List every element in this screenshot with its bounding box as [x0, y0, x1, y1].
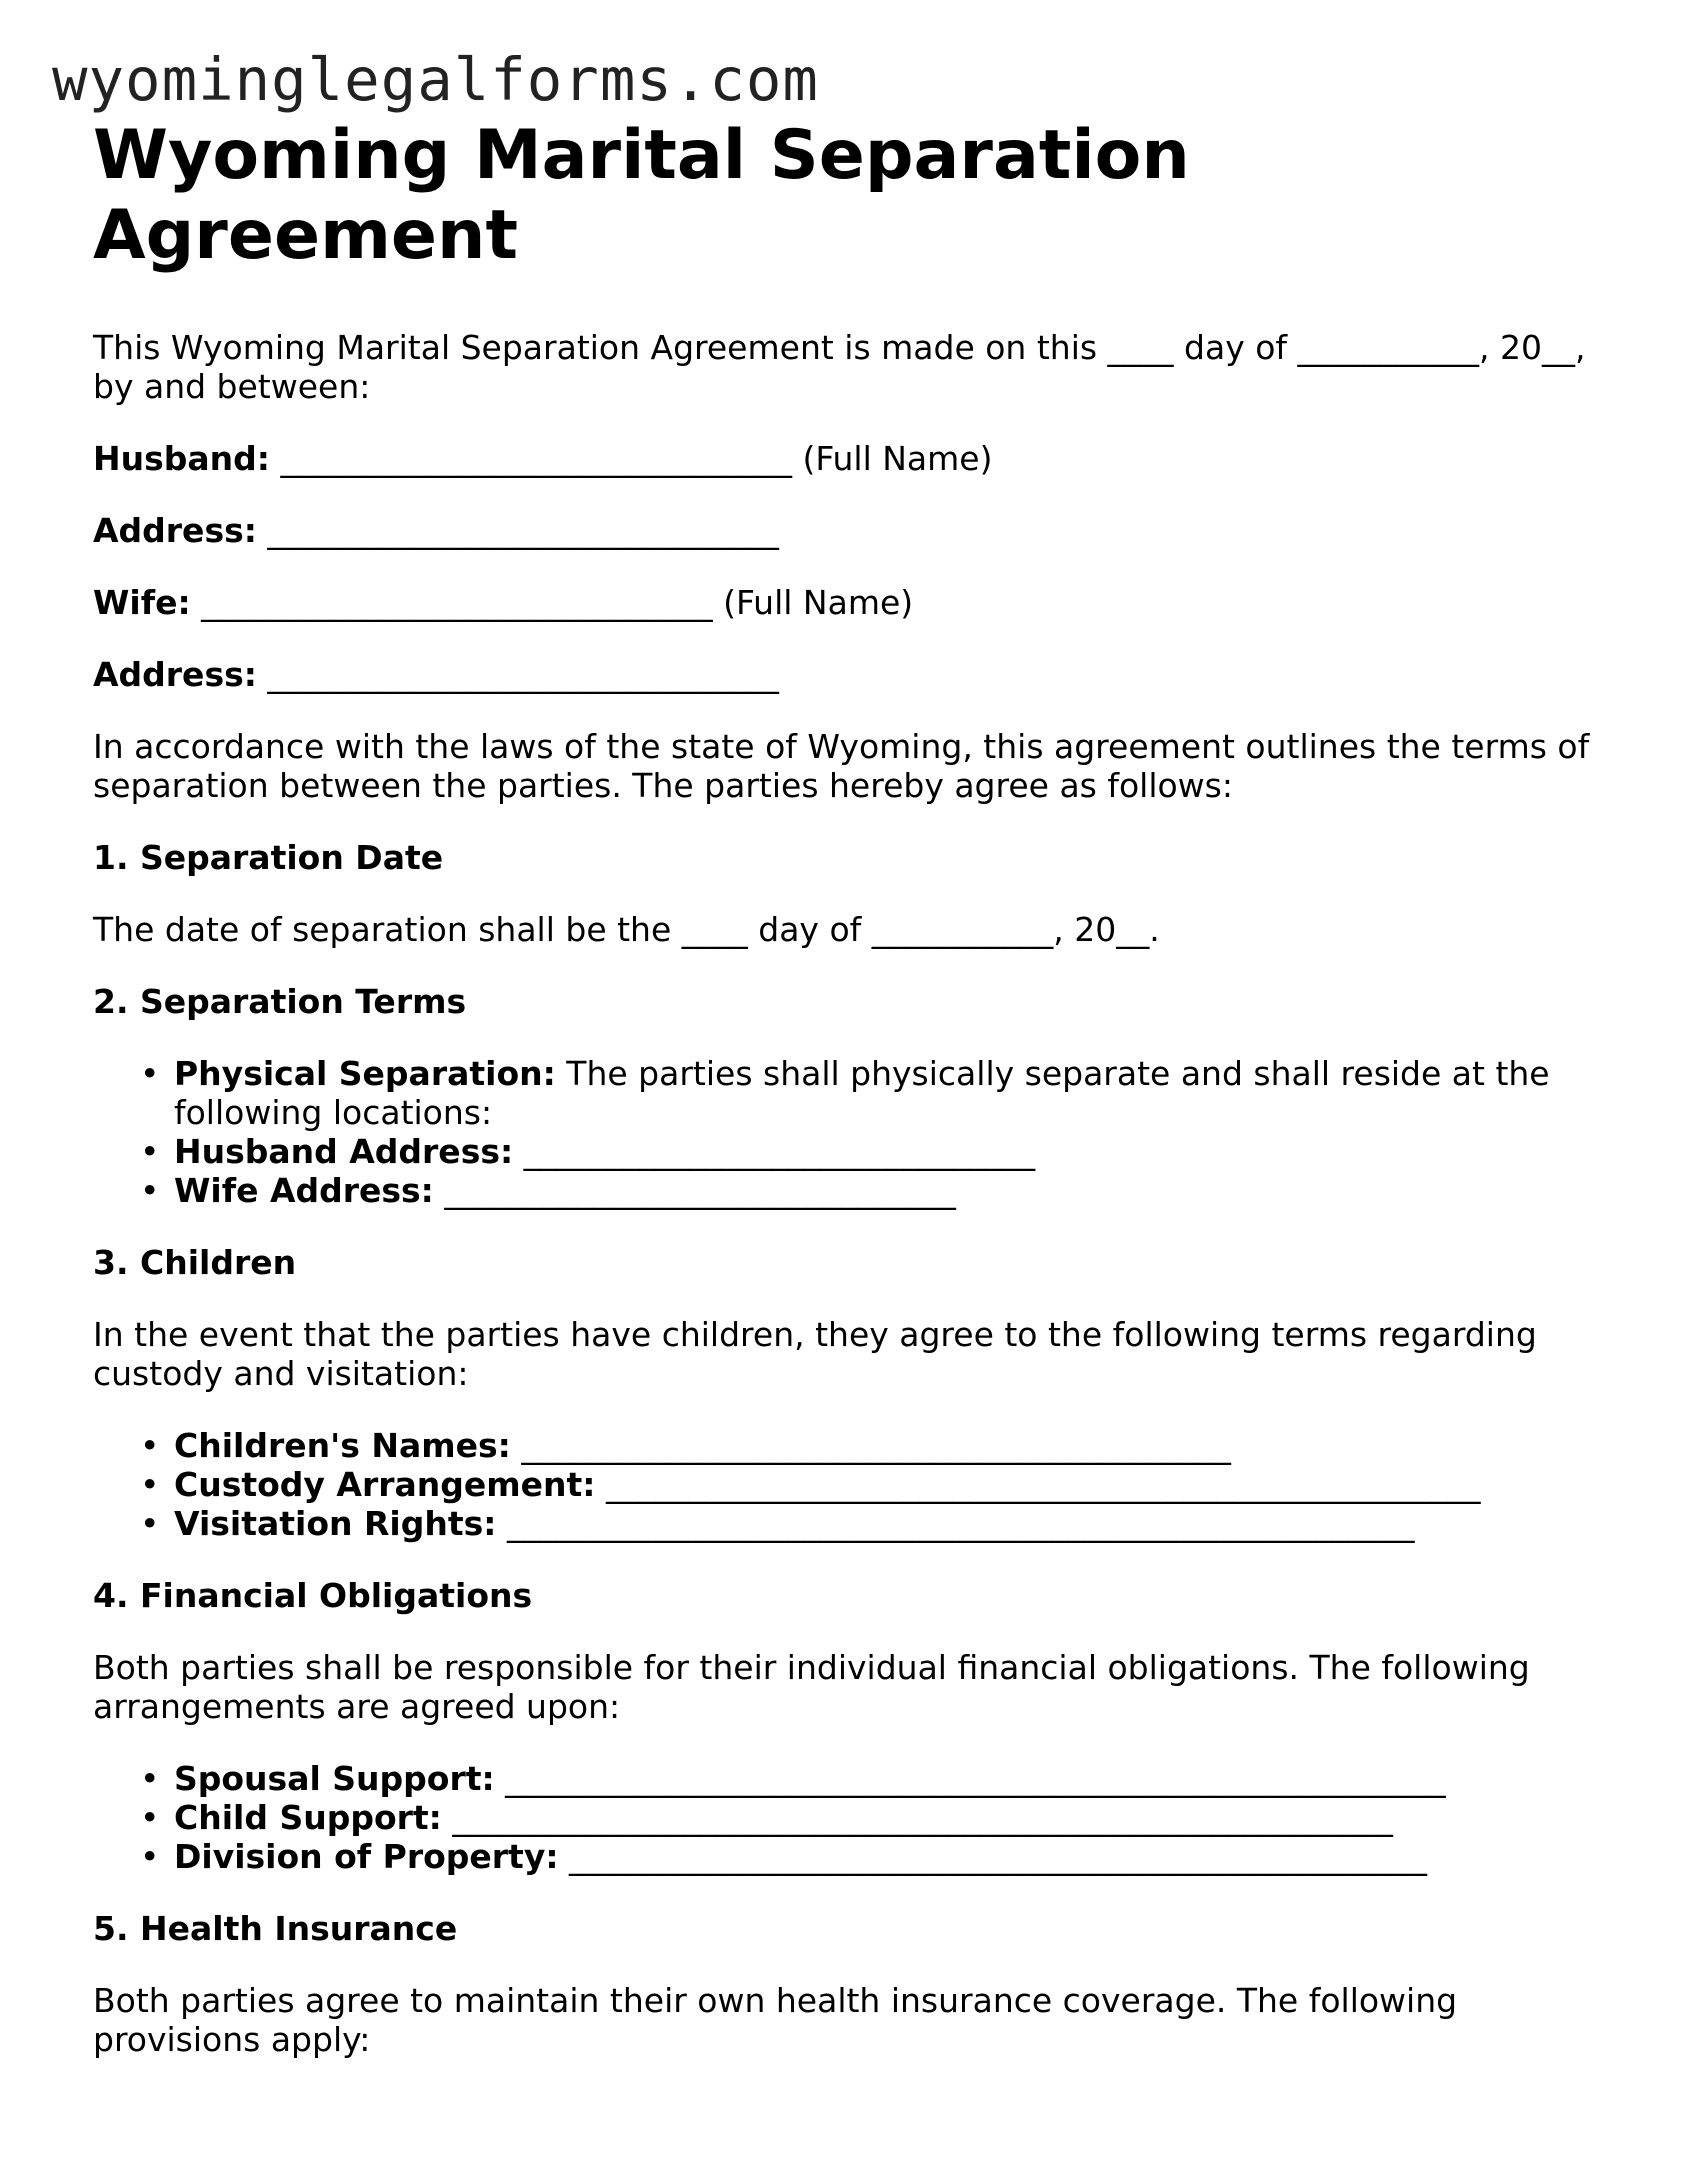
field-label: Wife: [93, 583, 191, 622]
document-page [93, 116, 1593, 2059]
section-heading-children: 3. Children [93, 1243, 297, 1282]
husband-address-field [93, 511, 1593, 550]
wife-address-field [93, 655, 1593, 694]
separation-date-text: The date of separation shall be the ____ day of ___________, 20__. [93, 910, 1160, 949]
wife-name-field [93, 583, 1593, 622]
list-item [174, 1054, 1593, 1132]
financial-obligations-text: Both parties shall be responsible for their individual financial obligations. The following arrangements are agreed upon: [93, 1648, 1530, 1726]
list-item [174, 1132, 1593, 1171]
item-label: Spousal Support: [174, 1759, 495, 1798]
intro-paragraph: This Wyoming Marital Separation Agreement is made on this ____ day of ___________, 20__, by and between: [93, 328, 1586, 406]
field-blank: _______________________________ (Full Name) [190, 583, 914, 622]
health-insurance-text: Both parties agree to maintain their own health insurance coverage. The following provisions apply: [93, 1981, 1458, 2059]
item-label: Physical Separation: [174, 1054, 556, 1093]
item-label: Child Support: [174, 1798, 442, 1837]
children-list [93, 1426, 1593, 1543]
item-value: _________________________________________________________ [441, 1798, 1393, 1837]
item-value: _____________________________________________________ [595, 1465, 1481, 1504]
section-heading-separation-date: 1. Separation Date [93, 838, 444, 877]
item-label: Visitation Rights: [174, 1504, 497, 1543]
item-value: ____________________________________________________ [558, 1837, 1428, 1876]
item-label: Children's Names: [174, 1426, 511, 1465]
section-heading-separation-terms: 2. Separation Terms [93, 982, 467, 1021]
field-label: Address: [93, 511, 257, 550]
section-heading-health-insurance: 5. Health Insurance [93, 1909, 458, 1948]
list-item [174, 1171, 1593, 1210]
item-value: The parties shall physically separate and shall reside at the following locations: [174, 1054, 1550, 1132]
item-value: _______________________________ [513, 1132, 1036, 1171]
list-item [174, 1837, 1593, 1876]
field-label: Husband: [93, 439, 270, 478]
field-blank: _______________________________ [256, 655, 779, 694]
field-label: Address: [93, 655, 257, 694]
item-value: _______________________________ [433, 1171, 956, 1210]
children-text: In the event that the parties have children, they agree to the following terms regarding custody and visitation: [93, 1315, 1537, 1393]
financial-obligations-list [93, 1759, 1593, 1876]
item-label: Custody Arrangement: [174, 1465, 596, 1504]
item-value: _______________________________________________________ [496, 1504, 1415, 1543]
list-item [174, 1504, 1593, 1543]
item-label: Husband Address: [174, 1132, 514, 1171]
item-label: Wife Address: [174, 1171, 434, 1210]
list-item [174, 1465, 1593, 1504]
husband-name-field [93, 439, 1593, 478]
item-value: _________________________________________________________ [494, 1759, 1446, 1798]
item-value: ___________________________________________ [510, 1426, 1231, 1465]
preamble-paragraph: In accordance with the laws of the state of Wyoming, this agreement outlines the terms of separation between the parties. The parties hereby agree as follows: [93, 727, 1590, 805]
item-label: Division of Property: [174, 1837, 559, 1876]
separation-terms-list [93, 1054, 1593, 1210]
list-item [174, 1798, 1593, 1837]
list-item [174, 1759, 1593, 1798]
field-blank: _______________________________ [256, 511, 779, 550]
section-heading-financial-obligations: 4. Financial Obligations [93, 1576, 533, 1615]
document-title: Wyoming Marital Separation Agreement [93, 116, 1190, 275]
list-item [174, 1426, 1593, 1465]
field-blank: _______________________________ (Full Name) [269, 439, 993, 478]
site-watermark: wyominglegalforms.com [52, 45, 819, 114]
